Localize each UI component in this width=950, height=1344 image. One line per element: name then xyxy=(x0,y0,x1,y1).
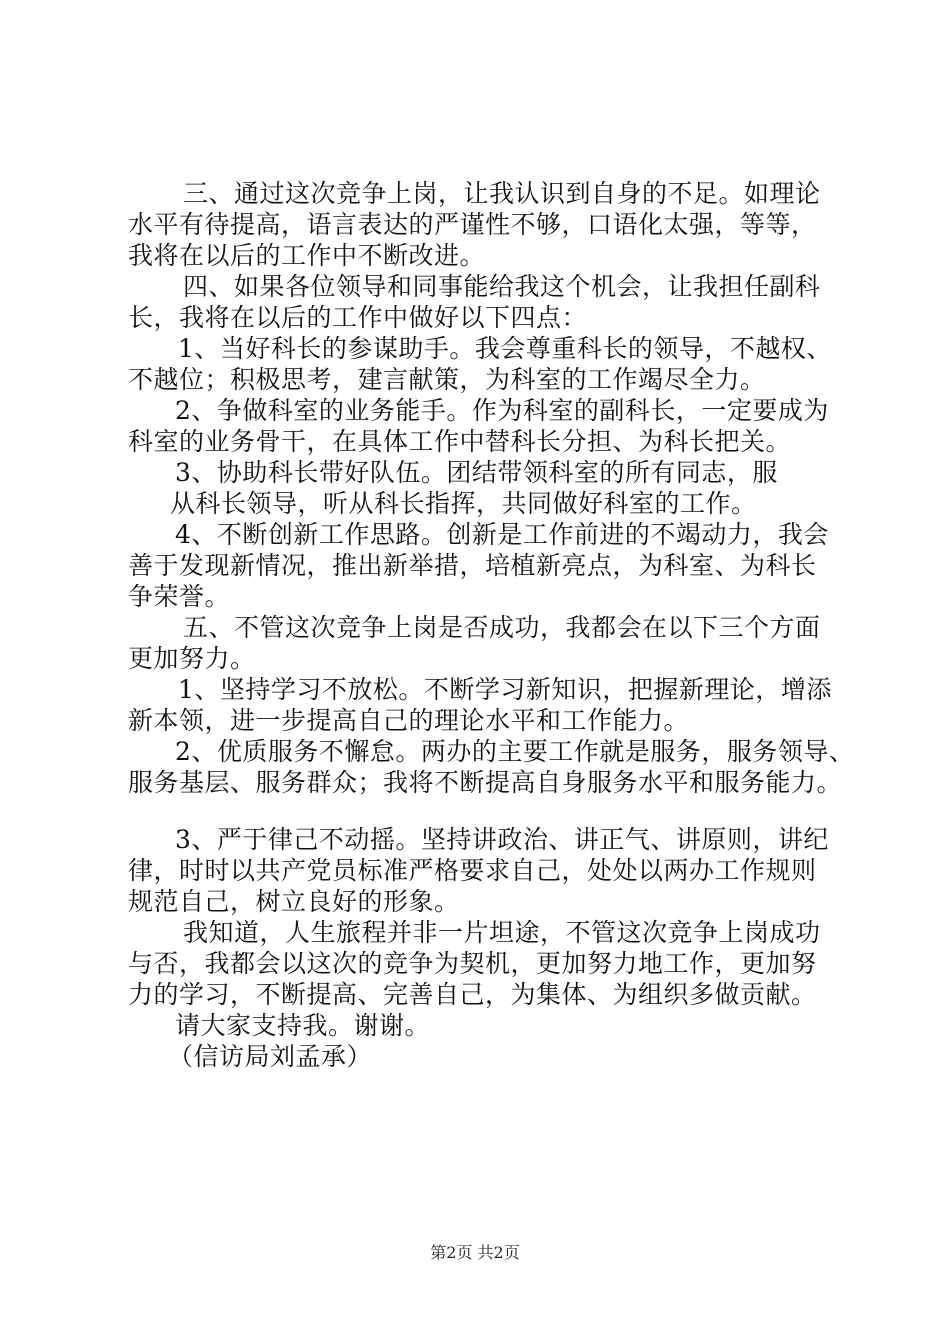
paragraph-line: 1、当好科长的参谋助手。我会尊重科长的领导，不越权、 xyxy=(178,334,832,363)
paragraph-line: 规范自己，树立良好的形象。 xyxy=(128,887,460,916)
paragraph-line: 请大家支持我。谢谢。 xyxy=(175,1011,431,1040)
paragraph-line: 力的学习，不断提高、完善自己，为集体、为组织多做贡献。 xyxy=(128,980,817,1009)
paragraph-line: 新本领，进一步提高自己的理论水平和工作能力。 xyxy=(128,706,690,735)
paragraph-line: 五、不管这次竞争上岗是否成功，我都会在以下三个方面 xyxy=(183,613,821,642)
paragraph-line: 从科长领导，听从科长指挥，共同做好科室的工作。 xyxy=(170,489,757,518)
paragraph-line: 3、协助科长带好队伍。团结带领科室的所有同志，服 xyxy=(175,458,778,487)
page-number-footer: 第2页 共2页 xyxy=(430,1243,520,1262)
paragraph-line: 长，我将在以后的工作中做好以下四点： xyxy=(128,303,588,332)
paragraph-line: 善于发现新情况，推出新举措，培植新亮点，为科室、为科长 xyxy=(128,551,817,580)
paragraph-line: 2、争做科室的业务能手。作为科室的副科长，一定要成为 xyxy=(175,396,829,425)
paragraph-line: 更加努力。 xyxy=(128,644,256,673)
paragraph-line: 我知道，人生旅程并非一片坦途，不管这次竞争上岗成功 xyxy=(183,918,821,947)
paragraph-line: 律，时时以共产党员标准严格要求自己，处处以两办工作规则 xyxy=(128,856,817,885)
paragraph-line: 4、不断创新工作思路。创新是工作前进的不竭动力，我会 xyxy=(175,520,829,549)
paragraph-line: 不越位；积极思考，建言献策，为科室的工作竭尽全力。 xyxy=(128,365,766,394)
paragraph-line: 四、如果各位领导和同事能给我这个机会，让我担任副科 xyxy=(183,272,821,301)
paragraph-line: 三、通过这次竞争上岗，让我认识到自身的不足。如理论 xyxy=(183,179,821,208)
paragraph-line: 与否，我都会以这次的竞争为契机，更加努力地工作，更加努 xyxy=(128,949,817,978)
signature-line: （信访局刘孟承） xyxy=(168,1042,373,1071)
paragraph-line: 我将在以后的工作中不断改进。 xyxy=(128,241,486,270)
paragraph-line: 水平有待提高，语言表达的严谨性不够，口语化太强，等等， xyxy=(128,210,817,239)
paragraph-line: 1、坚持学习不放松。不断学习新知识，把握新理论，增添 xyxy=(178,675,832,704)
paragraph-line: 2、优质服务不懈怠。两办的主要工作就是服务，服务领导、 xyxy=(175,737,855,766)
paragraph-line: 服务基层、服务群众；我将不断提高自身服务水平和服务能力。 xyxy=(128,768,843,797)
paragraph-line: 3、严于律己不动摇。坚持讲政治、讲正气、讲原则，讲纪 xyxy=(175,825,829,854)
paragraph-line: 科室的业务骨干，在具体工作中替科长分担、为科长把关。 xyxy=(128,427,792,456)
paragraph-line: 争荣誉。 xyxy=(128,582,231,611)
